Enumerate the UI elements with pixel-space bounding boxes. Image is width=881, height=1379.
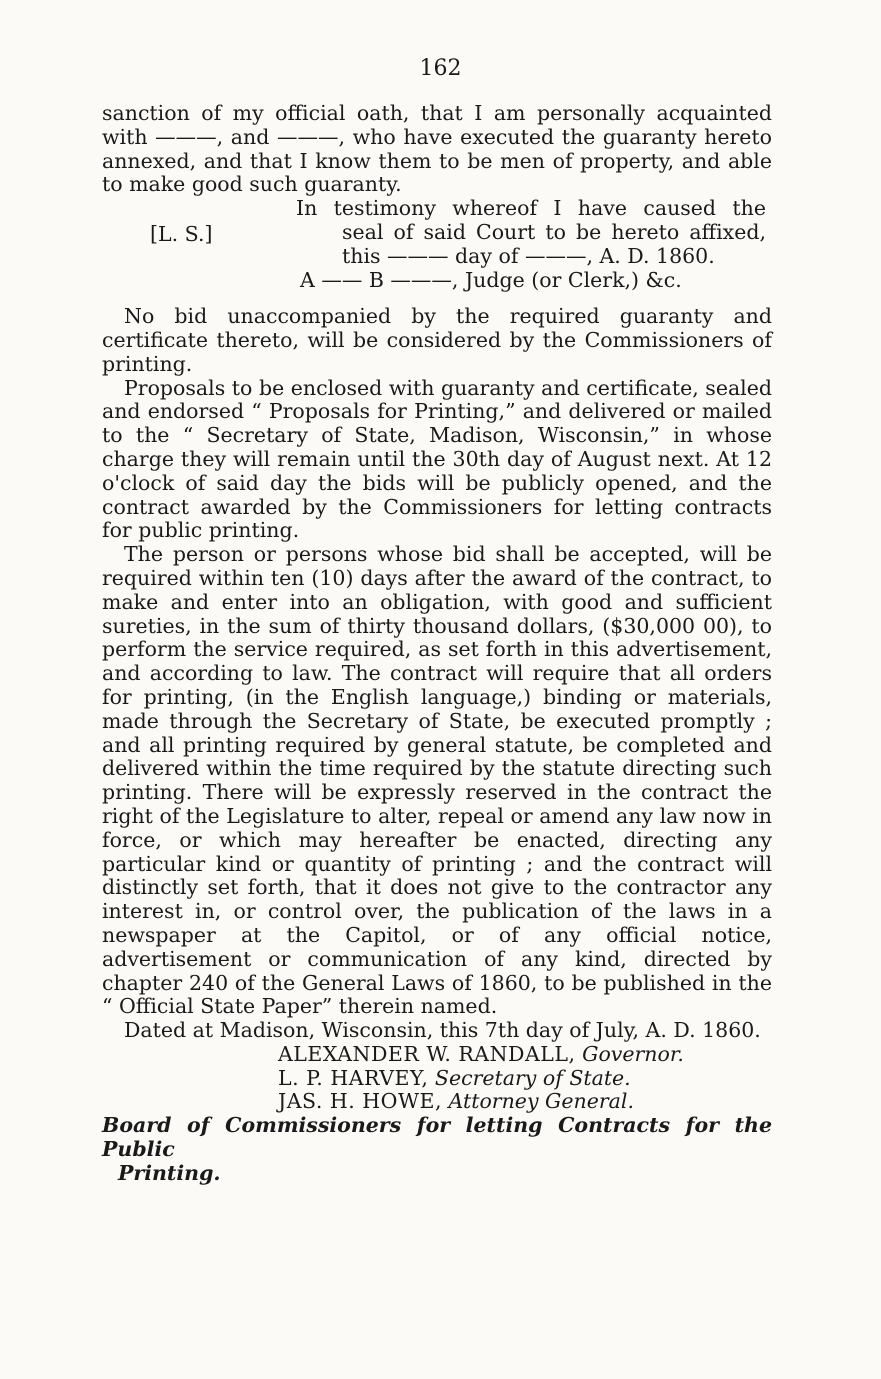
testimony-line-2: seal of said Court to be hereto affixed, [342,220,766,245]
paragraph-proposals: Proposals to be enclosed with guaranty and certificate, sealed and endorsed “ Proposals for Printing,” and delivered or mailed to the “ Secretary of State, Madison, Wisconsin,” in whose charge they will remain until the 30th day of August next. At 12 o'clock of said day the bids will be publicly opened, and the contract awarded by the Commissioners for letting contracts for public printing. [102,375,772,543]
seal-mark: [L. S.] [150,222,213,247]
signature-name: ALEXANDER W. RANDALL, [278,1041,576,1066]
signature-secretary [102,1067,772,1091]
signature-title: Secretary of State. [434,1065,631,1090]
testimony-line-4: A —— B ———, Judge (or Clerk,) &c. [300,268,682,293]
paragraph-person: The person or persons whose bid shall be accepted, will be required within ten (10) days after the award of the contract, to make and enter into an obligation, with good and sufficient sureties, in the sum of thirty thousand dollars, ($30,000 00), to perform the service required, as set forth in this advertisement, and according to law. The contract will require that all orders for printing, (in the English language,) binding or materials, made through the Secretary of State, be executed promptly ; and all printing required by general statute, be completed and delivered within the time required by the statute directing such printing. There will be expressly reserved in the contract the right of the Legislature to alter, repeal or amend any law now in force, or which may hereafter be enacted, directing any particular kind or quantity of printing ; and the contract will distinctly set forth, that it does not give to the contractor any interest in, or control over, the publication of the laws in a newspaper at the Capitol, or of any official notice, advertisement or communication of any kind, directed by chapter 240 of the General Laws of 1860, to be published in the “ Official State Paper” therein named. [102,542,772,1019]
board-line-2-text: Printing. [118,1160,221,1185]
paragraph-dated: Dated at Madison, Wisconsin, this 7th day of July, A. D. 1860. [124,1018,761,1043]
testimony-line-3: this ——— day of ———, A. D. 1860. [342,244,715,269]
signature-title: Attorney General. [448,1089,634,1114]
paragraph-no-bid: No bid unaccompanied by the required guaranty and certificate thereto, will be considered by the Commissioners of printing. [102,304,772,376]
signature-title: Governor. [582,1041,684,1066]
testimony-block [102,197,772,297]
paragraph-intro: sanction of my official oath, that I am personally acquainted with ———, and ———, who have executed the guaranty hereto annexed, and that I know them to be men of property, and able to make good such guaranty. [102,101,772,197]
board-line-1: Board of Commissioners for letting Contracts for the Public [102,1113,772,1162]
signature-name: JAS. H. HOWE, [278,1089,443,1114]
testimony-line-1: In testimony whereof I have caused the [296,196,766,221]
signature-governor [102,1043,772,1067]
signature-attorney [102,1090,772,1114]
board-line-2 [102,1162,772,1186]
text-column [102,102,772,1186]
signature-name: L. P. HARVEY, [278,1065,429,1090]
page-number: 162 [419,56,462,81]
